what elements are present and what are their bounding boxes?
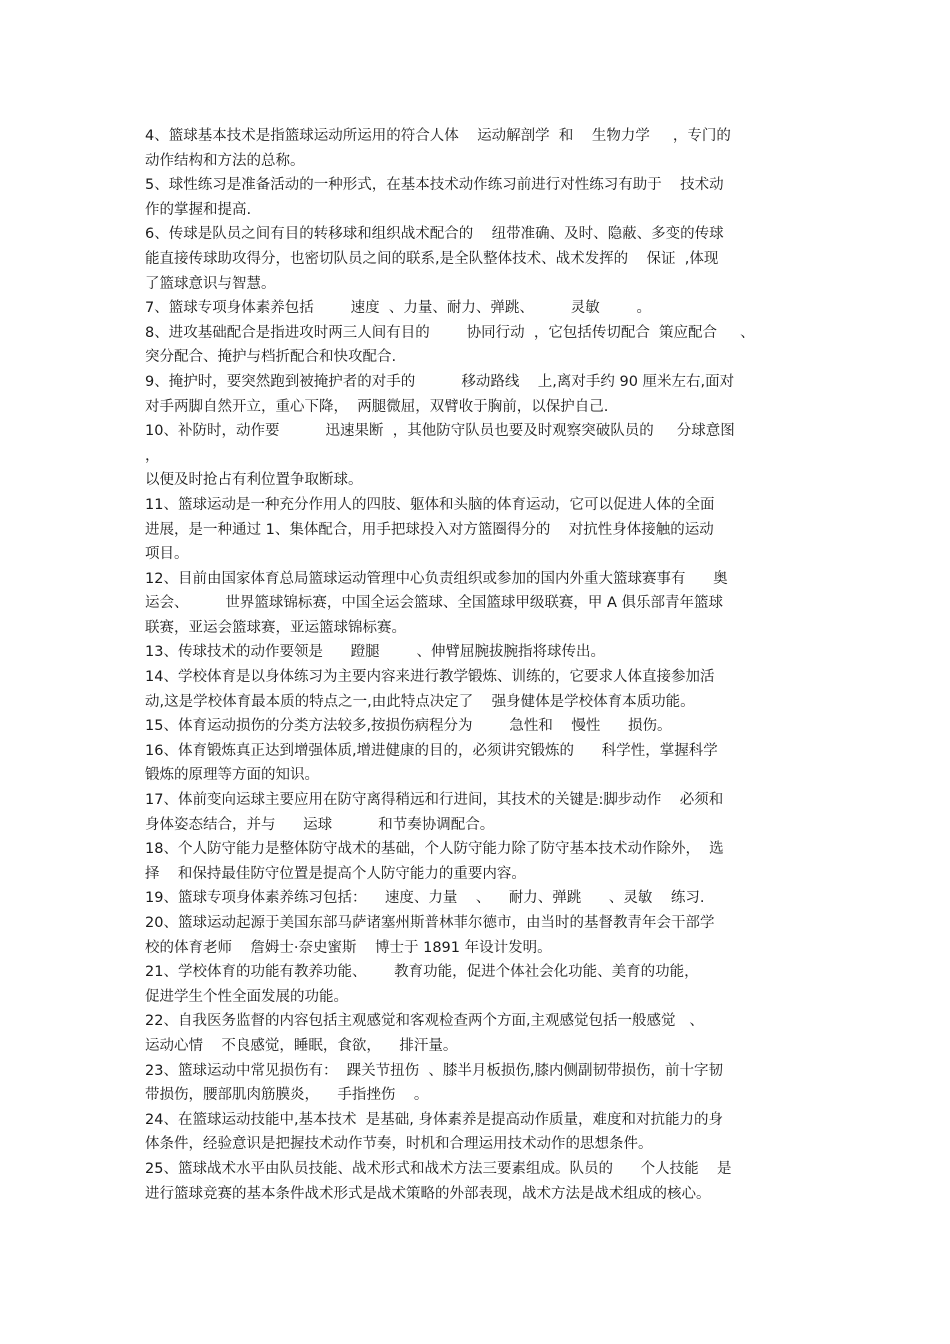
text-line: 以便及时抢占有利位置争取断球。 [145,472,363,489]
text-line: 21、学校体育的功能有教养功能、 教育功能，促进个体社会化功能、美育的功能， [145,964,699,981]
text-line: 6、传球是队员之间有目的转移球和组织战术配合的 纽带准确、及时、隐蔽、多变的传球 [145,226,724,243]
text-line: ， [145,447,160,464]
text-line: 择 和保持最佳防守位置是提高个人防守能力的重要内容。 [145,865,526,882]
text-line: 12、目前由国家体育总局篮球运动管理中心负责组织或参加的国内外重大篮球赛事有 奥 [145,570,728,587]
text-line: 13、传球技术的动作要领是 蹬腿 、伸臂屈腕拔腕指将球传出。 [145,644,605,661]
text-line: 促进学生个性全面发展的功能。 [145,988,348,1005]
text-line: 进行篮球竞赛的基本条件战术形式是战术策略的外部表现，战术方法是战术组成的核心。 [145,1185,711,1202]
text-line: 对手两脚自然开立，重心下降， 两腿微屈，双臂收于胸前，以保护自己. [145,398,609,415]
text-line: 22、自我医务监督的内容包括主观感觉和客观检查两个方面,主观感觉包括一般感觉 、 [145,1013,704,1030]
text-line: 25、篮球战术水平由队员技能、战术形式和战术方法三要素组成。队员的 个人技能 是 [145,1160,732,1177]
text-line: 7、篮球专项身体素养包括 速度 、力量、耐力、弹跳、 灵敏 。 [145,300,652,317]
text-line: 16、体育锻炼真正达到增强体质,增进健康的目的，必须讲究锻炼的 科学性，掌握科学 [145,742,718,759]
text-line: 进展，是一种通过 1、集体配合，用手把球投入对方篮圈得分的 对抗性身体接触的运动 [145,521,714,538]
text-line: 了篮球意识与智慧。 [145,275,276,292]
text-line: 4、篮球基本技术是指篮球运动所运用的符合人体 运动解剖学 和 生物力学 ，专门的 [145,128,731,144]
text-line: 锻炼的原理等方面的知识。 [145,767,319,784]
text-line: 9、掩护时，要突然跑到被掩护者的对手的 移动路线 上,离对手约 90 厘米左右,面对 [145,373,735,390]
text-line: 校的体育老师 詹姆士·奈史蜜斯 博士于 1891 年设计发明。 [145,939,552,956]
text-line: 联赛，亚运会篮球赛，亚运篮球锦标赛。 [145,619,406,636]
text-line: 14、学校体育是以身体练习为主要内容来进行教学锻炼、训练的，它要求人体直接参加活 [145,669,715,686]
text-line: 作的掌握和提高. [145,201,252,218]
text-line: 20、篮球运动起源于美国东部马萨诸塞州斯普林菲尔德市，由当时的基督教青年会干部学 [145,915,715,931]
text-line: 5、球性练习是准备活动的一种形式，在基本技术动作练习前进行对性练习有助于 技术动 [145,177,724,194]
text-line: 24、在篮球运动技能中,基本技术 是基础, 身体素养是提高动作质量，难度和对抗能力的身 [145,1111,723,1128]
text-line: 能直接传球助攻得分，也密切队员之间的联系,是全队整体技术、战术发挥的 保证 ,体现 [145,250,719,267]
text-line: 17、体前变向运球主要应用在防守离得稍远和行进间，其技术的关键是:脚步动作 必须和 [145,792,724,809]
text-line: 突分配合、掩护与档折配合和快攻配合. [145,349,397,366]
document-page [145,124,825,1206]
text-line: 动作结构和方法的总称。 [145,152,305,169]
text-line: 15、体育运动损伤的分类方法较多,按损伤病程分为 急性和 慢性 损伤。 [145,718,672,735]
text-line: 项目。 [145,546,189,563]
text-line: 10、补防时，动作要 迅速果断 ，其他防守队员也要及时观察突破队员的 分球意图 [145,423,735,440]
text-line: 运动心情 不良感觉，睡眠，食欲， 排汗量。 [145,1037,458,1054]
text-line: 身体姿态结合，并与 运球 和节奏协调配合。 [145,816,495,833]
text-line: 8、进攻基础配合是指进攻时两三人间有目的 协同行动 ，它包括传切配合 策应配合 、 [145,324,755,341]
text-line: 19、篮球专项身体素养练习包括： 速度、力量 、 耐力、弹跳 、灵敏 练习. [145,890,705,907]
text-line: 带损伤，腰部肌肉筋膜炎， 手指挫伤 。 [145,1087,429,1104]
text-line: 23、篮球运动中常见损伤有： 踝关节扭伤 、膝半月板损伤,膝内侧副韧带损伤，前十字韧 [145,1062,723,1079]
text-line: 运会、 世界篮球锦标赛，中国全运会篮球、全国篮球甲级联赛，甲 A 俱乐部青年篮球 [145,595,724,612]
text-line: 11、篮球运动是一种充分作用人的四肢、躯体和头脑的体育运动，它可以促进人体的全面 [145,496,715,513]
text-line: 动,这是学校体育最本质的特点之一,由此特点决定了 强身健体是学校体育本质功能。 [145,693,695,710]
text-line: 体条件，经验意识是把握技术动作节奏，时机和合理运用技术动作的思想条件。 [145,1136,653,1153]
text-line: 18、个人防守能力是整体防守战术的基础，个人防守能力除了防守基本技术动作除外， 选 [145,841,724,858]
